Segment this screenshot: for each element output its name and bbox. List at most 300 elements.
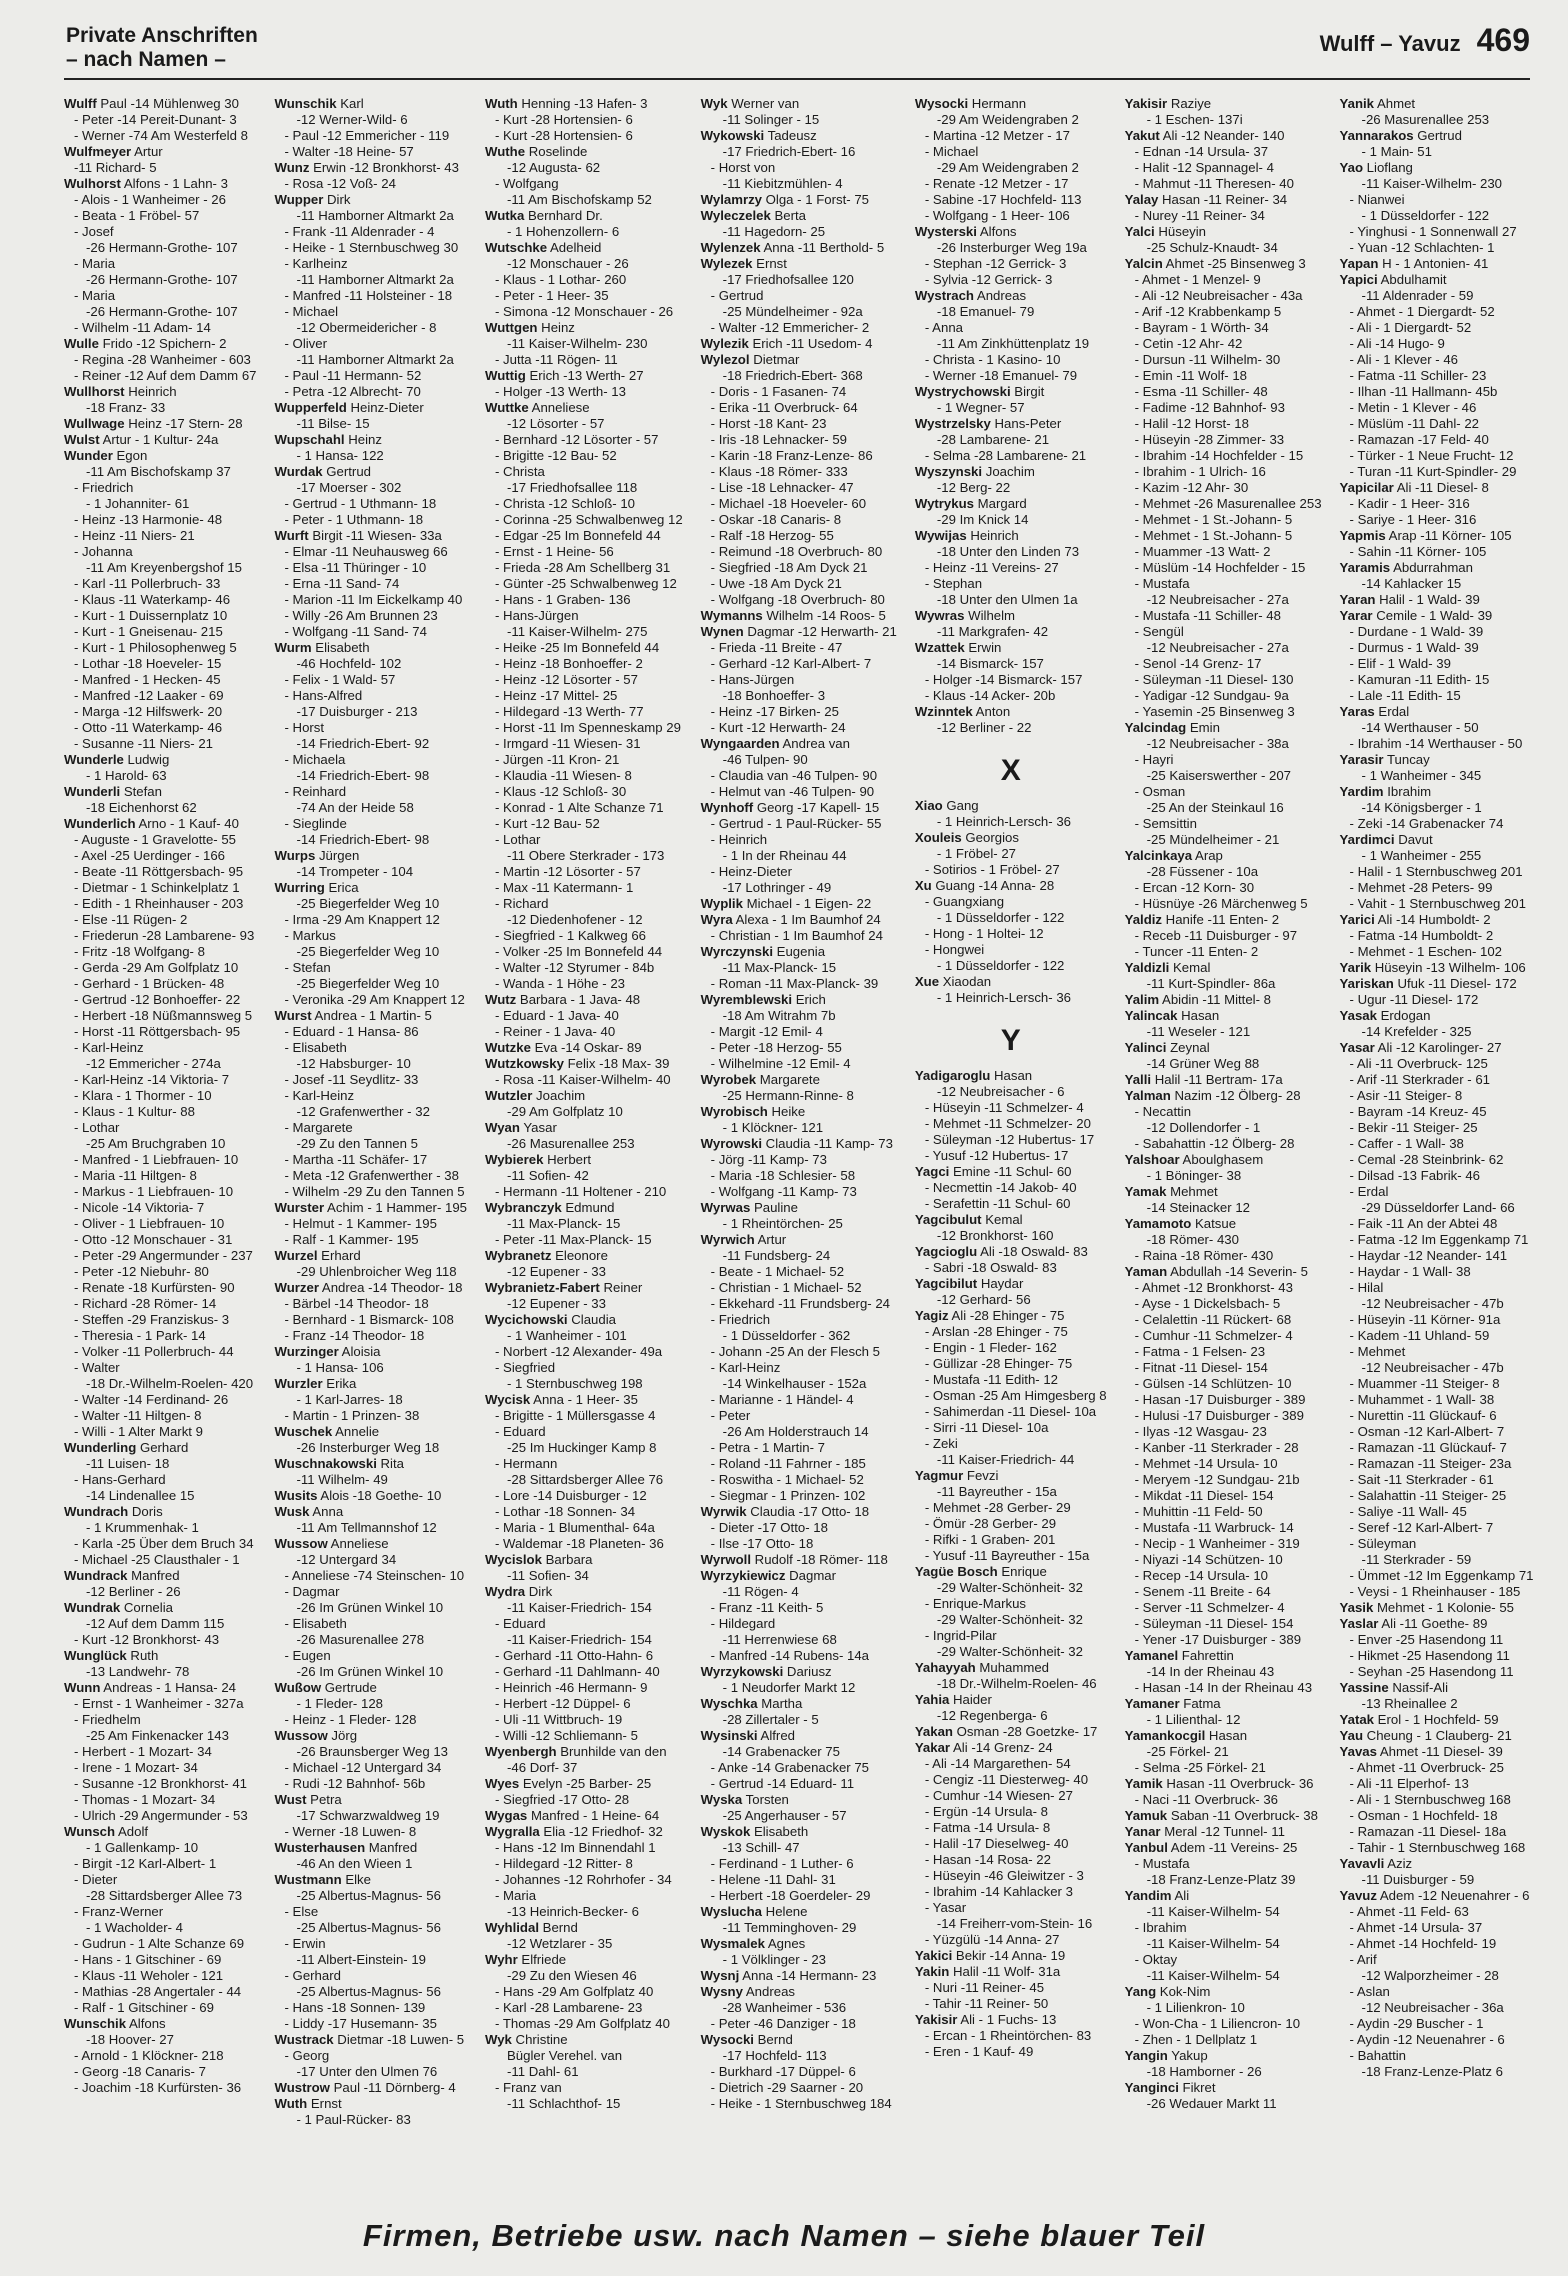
- directory-entry: [1125, 1984, 1322, 2000]
- directory-entry: - Eren - 1 Kauf- 49: [924, 2044, 1034, 2059]
- directory-entry: -29 Düsseldorfer Land- 66: [1361, 1200, 1515, 1215]
- directory-entry: - Cumhur -11 Schmelzer- 4: [1134, 1328, 1293, 1343]
- entry-detail: Saban -11 Overbruck- 38: [1167, 1808, 1318, 1823]
- entry-detail: Fikret: [1178, 2080, 1216, 2095]
- directory-entry: [1125, 1648, 1322, 1664]
- directory-entry: - Mathias -28 Angertaler - 44: [74, 1984, 242, 1999]
- directory-entry: [275, 1280, 468, 1296]
- entry-detail: Heinrich: [124, 384, 177, 399]
- surname: Wuth: [485, 96, 518, 111]
- directory-entry: - Reiner -12 Auf dem Damm 67: [74, 368, 257, 383]
- directory-entry: - Wilhelm -29 Zu den Tannen 5: [284, 1184, 465, 1199]
- directory-entry: -13 Schill- 47: [722, 1840, 800, 1855]
- directory-entry: - Kanber -11 Sterkrader - 28: [1134, 1440, 1299, 1455]
- directory-entry: - Klaudia -11 Wiesen- 8: [495, 768, 632, 783]
- directory-entry: - Brigitte -12 Bau- 52: [495, 448, 617, 463]
- directory-entry: - Vahit - 1 Sternbuschweg 201: [1349, 896, 1526, 911]
- directory-entry: - Klaus -14 Acker- 20b: [924, 688, 1056, 703]
- directory-entry: - Friedrich: [710, 1312, 771, 1327]
- surname: Yamanel: [1124, 1648, 1179, 1663]
- directory-entry: [64, 1824, 257, 1840]
- directory-entry: - Reimund -18 Overbruch- 80: [710, 544, 883, 559]
- directory-entry: - Maria -11 Hiltgen- 8: [74, 1168, 197, 1183]
- directory-entry: -12 Gerhard- 56: [936, 1292, 1031, 1307]
- directory-entry: - Veronika -29 Am Knappert 12: [284, 992, 465, 1007]
- directory-entry: -11 Kaiser-Wilhelm- 54: [1146, 1968, 1280, 1983]
- directory-entry: -12 Neubreisacher - 6: [936, 1084, 1065, 1099]
- entry-detail: Evelyn -25 Barber- 25: [519, 1776, 652, 1791]
- directory-entry: -25 An der Steinkaul 16: [1146, 800, 1284, 815]
- entry-detail: Aboulghasem: [1179, 1152, 1264, 1167]
- directory-entry: [701, 1504, 897, 1520]
- entry-detail: Lioflang: [1363, 160, 1413, 175]
- entry-detail: Erwin -12 Bronkhorst- 43: [309, 160, 459, 175]
- entry-detail: Joachim: [982, 464, 1035, 479]
- surname: Wywijas: [914, 528, 967, 543]
- surname: Wylezol: [700, 352, 750, 367]
- directory-entry: -12 Untergard 34: [296, 1552, 397, 1567]
- directory-entry: - 1 Wacholder- 4: [86, 1920, 183, 1935]
- surname: Yalcindag: [1124, 720, 1187, 735]
- directory-entry: - 1 Harold- 63: [86, 768, 167, 783]
- directory-entry: [1125, 1696, 1322, 1712]
- directory-entry: -17 Moerser - 302: [296, 480, 402, 495]
- directory-entry: [915, 224, 1107, 240]
- entry-detail: Bernd: [753, 2032, 793, 2047]
- surname: Wyrobek: [700, 1072, 757, 1087]
- directory-entry: -17 Lothringer - 49: [722, 880, 832, 895]
- directory-entry: - Peter -11 Max-Planck- 15: [495, 1232, 652, 1247]
- directory-entry: -11 Hamborner Altmarkt 2a: [296, 272, 454, 287]
- directory-entry: - Mehmet - 1 St.-Johann- 5: [1134, 528, 1293, 543]
- directory-entry: - Dieter: [74, 1872, 118, 1887]
- directory-entry: [701, 1936, 897, 1952]
- surname: Wusterhausen: [274, 1840, 366, 1855]
- directory-entry: - Cengiz -11 Diesterweg- 40: [924, 1772, 1089, 1787]
- directory-entry: - Auguste - 1 Gravelotte- 55: [74, 832, 236, 847]
- directory-entry: - Doris - 1 Fasanen- 74: [710, 384, 847, 399]
- directory-entry: - Server -11 Schmelzer- 4: [1134, 1600, 1285, 1615]
- entry-detail: Gertrud: [322, 464, 371, 479]
- directory-entry: [1340, 528, 1534, 544]
- directory-entry: [64, 144, 257, 160]
- surname: Yamuk: [1124, 1808, 1168, 1823]
- directory-entry: - Josef -11 Seydlitz- 33: [284, 1072, 419, 1087]
- directory-entry: - Otto -12 Monschauer - 31: [74, 1232, 233, 1247]
- surname: Wuth: [274, 2096, 308, 2111]
- directory-entry: -12 Obermeidericher - 8: [296, 320, 437, 335]
- directory-entry: - Georg: [284, 2048, 330, 2063]
- directory-entry: - Ralf - 1 Gitschiner - 69: [74, 2000, 214, 2015]
- surname: Wywras: [914, 608, 965, 623]
- entry-detail: Alois -18 Goethe- 10: [317, 1488, 442, 1503]
- directory-entry: - Karl-Heinz -14 Viktoria- 7: [74, 1072, 230, 1087]
- entry-detail: Fahrettin: [1178, 1648, 1234, 1663]
- directory-entry: -18 Franz-Lenze-Platz 6: [1361, 2064, 1504, 2079]
- directory-entry: [915, 1660, 1107, 1676]
- directory-entry: - Erdal: [1349, 1184, 1389, 1199]
- directory-entry: - Margarete: [284, 1120, 353, 1135]
- directory-entry: [1125, 1264, 1322, 1280]
- directory-entry: - Paul -12 Emmericher - 119: [284, 128, 450, 143]
- directory-entry: [1340, 1888, 1534, 1904]
- directory-entry: - Haydar - 1 Wall- 38: [1349, 1264, 1471, 1279]
- directory-entry: [701, 352, 897, 368]
- directory-entry: - Friedrich: [74, 480, 134, 495]
- directory-entry: [915, 1564, 1107, 1580]
- directory-entry: -14 Bismarck- 157: [936, 656, 1044, 671]
- surname: Wust: [274, 1792, 307, 1807]
- directory-entry: -29 Zu den Wiesen 46: [507, 1968, 637, 1983]
- directory-entry: - Ali - 1 Sternbuschweg 168: [1349, 1792, 1511, 1807]
- surname: Wysterski: [914, 224, 977, 239]
- directory-entry: - Volker -11 Pollerbruch- 44: [74, 1344, 234, 1359]
- directory-entry: - Hans-Jürgen: [495, 608, 579, 623]
- directory-entry: - Hasan -17 Duisburger - 389: [1134, 1392, 1306, 1407]
- directory-entry: - Mehmet -26 Masurenallee 253: [1134, 496, 1322, 511]
- surname: Yarar: [1339, 608, 1373, 623]
- entry-detail: Fatma: [1179, 1696, 1221, 1711]
- directory-entry: [275, 1344, 468, 1360]
- surname: Wurzer: [274, 1280, 319, 1295]
- directory-entry: - Metin - 1 Klever - 46: [1349, 400, 1477, 415]
- surname: Yalim: [1124, 992, 1160, 1007]
- directory-entry: - Hildegard -12 Ritter- 8: [495, 1856, 633, 1871]
- entry-detail: Hasan: [990, 1068, 1033, 1083]
- entry-detail: Halil - 1 Wald- 39: [1375, 592, 1480, 607]
- directory-entry: - Sylvia -12 Gerrick- 3: [924, 272, 1053, 287]
- directory-entry: -29 Am Golfplatz 10: [507, 1104, 623, 1119]
- directory-entry: -14 Friedrich-Ebert- 98: [296, 768, 430, 783]
- surname: Yardim: [1339, 784, 1384, 799]
- entry-detail: Dariusz: [783, 1664, 832, 1679]
- directory-entry: - Bahattin: [1349, 2048, 1406, 2063]
- surname: Yalci: [1124, 224, 1155, 239]
- directory-entry: -11 Kaiser-Wilhelm- 230: [1361, 176, 1503, 191]
- directory-entry: -14 In der Rheinau 43: [1146, 1664, 1275, 1679]
- directory-entry: [275, 400, 468, 416]
- entry-detail: Andreas: [973, 288, 1027, 303]
- directory-entry: - Hüseyin -46 Gleiwitzer - 3: [924, 1868, 1084, 1883]
- surname: Wycislok: [485, 1552, 542, 1567]
- directory-entry: [1125, 224, 1322, 240]
- surname: Wustrow: [274, 2080, 330, 2095]
- surname: Wyslucha: [700, 1904, 762, 1919]
- directory-entry: - Klaus - 1 Kultur- 88: [74, 1104, 195, 1119]
- directory-entry: [485, 1552, 683, 1568]
- directory-column: [701, 96, 897, 2128]
- surname: Yasak: [1339, 1008, 1377, 1023]
- directory-entry: - Jürgen -11 Kron- 21: [495, 752, 620, 767]
- directory-entry: - Christa - 1 Kasino- 10: [924, 352, 1061, 367]
- surname: Yaldizli: [1124, 960, 1170, 975]
- directory-entry: [915, 878, 1107, 894]
- directory-entry: [915, 1164, 1107, 1180]
- directory-entry: -25 Albertus-Magnus- 56: [296, 1920, 441, 1935]
- directory-entry: -11 Am Bischofskamp 52: [507, 192, 652, 207]
- directory-entry: - Ali - 1 Klever - 46: [1349, 352, 1459, 367]
- directory-entry: - Seref -12 Karl-Albert- 7: [1349, 1520, 1494, 1535]
- directory-entry: - Thomas -29 Am Golfplatz 40: [495, 2016, 670, 2031]
- directory-entry: - Klaus - 1 Lothar- 260: [495, 272, 627, 287]
- directory-entry: -18 Dr.-Wilhelm-Roelen- 46: [936, 1676, 1097, 1691]
- directory-entry: -12 Habsburger- 10: [296, 1056, 411, 1071]
- directory-entry: - Gudrun - 1 Alte Schanze 69: [74, 1936, 245, 1951]
- directory-entry: - Helmut - 1 Kammer- 195: [284, 1216, 437, 1231]
- directory-entry: - Rifki - 1 Graben- 201: [924, 1532, 1056, 1547]
- surname: Wysinski: [700, 1728, 758, 1743]
- directory-entry: - Caffer - 1 Wall- 38: [1349, 1136, 1464, 1151]
- entry-detail: Muhammed: [975, 1660, 1050, 1675]
- directory-entry: [1125, 960, 1322, 976]
- directory-entry: [485, 208, 683, 224]
- entry-detail: Erdogan: [1376, 1008, 1431, 1023]
- directory-entry: - Alois - 1 Wanheimer - 26: [74, 192, 226, 207]
- directory-entry: - Hüseyin -11 Körner- 91a: [1349, 1312, 1501, 1327]
- directory-entry: [701, 624, 897, 640]
- entry-detail: Anna -11 Berthold- 5: [760, 240, 885, 255]
- directory-entry: [701, 1968, 897, 1984]
- directory-entry: -25 Biegerfelder Weg 10: [296, 976, 440, 991]
- entry-detail: Heinz: [537, 320, 575, 335]
- directory-entry: - Mustafa -11 Edith- 12: [924, 1372, 1059, 1387]
- directory-entry: [485, 1280, 683, 1296]
- directory-entry: [64, 416, 257, 432]
- directory-entry: -11 Albert-Einstein- 19: [296, 1952, 426, 1967]
- entry-detail: Georg -17 Kapell- 15: [753, 800, 880, 815]
- directory-entry: - Corinna -25 Schwalbenweg 12: [495, 512, 683, 527]
- surname: Wunschik: [274, 96, 337, 111]
- directory-entry: - Hüseyin -11 Schmelzer- 4: [924, 1100, 1084, 1115]
- entry-detail: Aloisia: [338, 1344, 381, 1359]
- directory-entry: [485, 1824, 683, 1840]
- directory-entry: - Heike - 1 Sternbuschweg 30: [284, 240, 459, 255]
- directory-entry: [485, 1040, 683, 1056]
- entry-detail: Heinz: [344, 432, 382, 447]
- directory-entry: [1125, 1008, 1322, 1024]
- directory-entry: - 1 Wegner- 57: [936, 400, 1025, 415]
- surname: Wurst: [274, 1008, 312, 1023]
- directory-entry: - Ingrid-Pilar: [924, 1628, 997, 1643]
- entry-detail: Erdal: [1374, 704, 1410, 719]
- entry-detail: Heinz-Dieter: [346, 400, 424, 415]
- directory-entry: - Edith - 1 Rheinhauser - 203: [74, 896, 244, 911]
- directory-entry: - Karl-Heinz: [710, 1360, 781, 1375]
- directory-entry: - Kurt -12 Bau- 52: [495, 816, 600, 831]
- directory-entry: [915, 830, 1107, 846]
- directory-entry: - Klaus -11 Waterkamp- 46: [74, 592, 231, 607]
- directory-entry: - Gertrud - 1 Uthmann- 18: [284, 496, 437, 511]
- surname: Wyremblewski: [700, 992, 793, 1007]
- directory-entry: - Frieda -11 Breite - 47: [710, 640, 843, 655]
- directory-entry: - Seyhan -25 Hasendong 11: [1349, 1664, 1514, 1679]
- directory-entry: [485, 1200, 683, 1216]
- directory-entry: - Claudia van -46 Tulpen- 90: [710, 768, 878, 783]
- directory-entry: [915, 1468, 1107, 1484]
- directory-entry: - Friederun -28 Lambarene- 93: [74, 928, 255, 943]
- surname: Wupperfeld: [274, 400, 347, 415]
- directory-entry: [1340, 1856, 1534, 1872]
- entry-detail: Ibrahim: [1383, 784, 1432, 799]
- directory-entry: [275, 432, 468, 448]
- directory-entry: - Karin -18 Franz-Lenze- 86: [710, 448, 873, 463]
- directory-entry: - 1 Wanheimer - 255: [1361, 848, 1482, 863]
- directory-entry: - Horst -11 Röttgersbach- 95: [74, 1024, 241, 1039]
- directory-entry: - Arif -11 Sterkrader - 61: [1349, 1072, 1491, 1087]
- directory-entry: [701, 128, 897, 144]
- entry-detail: Hermann: [968, 96, 1027, 111]
- directory-entry: - Gerhard - 1 Brücken- 48: [74, 976, 225, 991]
- entry-detail: Elisabeth: [750, 1824, 809, 1839]
- directory-entry: - Enrique-Markus: [924, 1596, 1026, 1611]
- surname: Wybranetz: [485, 1248, 552, 1263]
- directory-entry: - Christian - 1 Im Baumhof 24: [710, 928, 883, 943]
- directory-entry: - Joachim -18 Kurfürsten- 36: [74, 2080, 242, 2095]
- directory-entry: - Walter -18 Heine- 57: [284, 144, 414, 159]
- surname: Wulle: [64, 336, 99, 351]
- directory-entry: - Wilhelmine -12 Emil- 4: [710, 1056, 851, 1071]
- surname: Wutzke: [485, 1040, 531, 1055]
- surname: Yakici: [914, 1948, 953, 1963]
- directory-entry: [1340, 560, 1534, 576]
- entry-detail: Jürgen: [315, 848, 360, 863]
- directory-entry: [485, 1776, 683, 1792]
- directory-entry: [701, 1552, 897, 1568]
- surname: Wydra: [485, 1584, 526, 1599]
- name-range: Wulff – Yavuz: [1319, 31, 1461, 56]
- directory-entry: [64, 96, 257, 112]
- directory-entry: [64, 1568, 257, 1584]
- directory-entry: - Lothar: [74, 1120, 120, 1135]
- entry-detail: Martha: [757, 1696, 803, 1711]
- directory-entry: - Franz-Werner: [74, 1904, 164, 1919]
- directory-entry: - 1 Hansa- 122: [296, 448, 384, 463]
- directory-entry: - Arif: [1349, 1952, 1377, 1967]
- directory-entry: -11 Weseler - 121: [1146, 1024, 1251, 1039]
- surname: Yaran: [1339, 592, 1376, 607]
- entry-detail: Elia -12 Friedhof- 32: [539, 1824, 663, 1839]
- directory-entry: - Fatma - 1 Felsen- 23: [1134, 1344, 1266, 1359]
- directory-entry: - Faik -11 An der Abtei 48: [1349, 1216, 1498, 1231]
- directory-entry: [485, 1088, 683, 1104]
- entry-detail: Ernst: [752, 256, 787, 271]
- directory-entry: -12 Augusta- 62: [507, 160, 601, 175]
- directory-entry: - Meta -12 Grafenwerther - 38: [284, 1168, 459, 1183]
- directory-entry: - Sahin -11 Körner- 105: [1349, 544, 1487, 559]
- directory-entry: - Peter -14 Pereit-Dunant- 3: [74, 112, 237, 127]
- entry-detail: Ahmet -11 Diesel- 39: [1376, 1744, 1503, 1759]
- entry-detail: Erhard: [317, 1248, 361, 1263]
- directory-entry: - Wolfgang - 1 Heer- 106: [924, 208, 1070, 223]
- directory-entry: - Christian - 1 Michael- 52: [710, 1280, 862, 1295]
- directory-entry: - Richard: [495, 896, 549, 911]
- directory-entry: -18 Emanuel- 79: [936, 304, 1035, 319]
- surname: Wutz: [485, 992, 517, 1007]
- directory-entry: [701, 1072, 897, 1088]
- surname: Yang: [1124, 1984, 1157, 1999]
- entry-detail: Anneliese: [327, 1536, 389, 1551]
- directory-entry: - Durmus - 1 Wald- 39: [1349, 640, 1479, 655]
- directory-entry: - 1 Paul-Rücker- 83: [296, 2112, 411, 2127]
- surname: Wurzel: [274, 1248, 318, 1263]
- directory-entry: - Friedhelm: [74, 1712, 141, 1727]
- directory-entry: - 1 Johanniter- 61: [86, 496, 190, 511]
- directory-entry: - Hans -29 Am Golfplatz 40: [495, 1984, 654, 1999]
- directory-entry: -26 Insterburger Weg 19a: [936, 240, 1087, 255]
- directory-entry: - Michael -18 Hoeveler- 60: [710, 496, 867, 511]
- directory-entry: - Fadime -12 Bahnhof- 93: [1134, 400, 1285, 415]
- surname: Yanginci: [1124, 2080, 1179, 2095]
- entry-detail: Adolf: [115, 1824, 149, 1839]
- entry-detail: Claudia -17 Otto- 18: [746, 1504, 870, 1519]
- directory-entry: - Walter -12 Emmericher- 2: [710, 320, 870, 335]
- surname: Yapici: [1339, 272, 1378, 287]
- directory-entry: - Karl -28 Lambarene- 23: [495, 2000, 643, 2015]
- directory-entry: -25 Hermann-Rinne- 8: [722, 1088, 854, 1103]
- directory-entry: - Yinghusi - 1 Sonnenwall 27: [1349, 224, 1517, 239]
- directory-entry: - Markus - 1 Liebfrauen- 10: [74, 1184, 234, 1199]
- directory-entry: - Mehmet -28 Peters- 99: [1349, 880, 1493, 895]
- directory-entry: - Elisabeth: [284, 1040, 347, 1055]
- directory-entry: - Irene - 1 Mozart- 34: [74, 1760, 198, 1775]
- directory-entry: - Bernhard - 1 Bismarck- 108: [284, 1312, 454, 1327]
- directory-entry: [1125, 848, 1322, 864]
- entry-detail: Alfred: [757, 1728, 795, 1743]
- directory-entry: - Markus: [284, 928, 336, 943]
- directory-entry: [1340, 832, 1534, 848]
- surname: Wunz: [274, 160, 310, 175]
- entry-detail: Pauline: [750, 1200, 798, 1215]
- surname: Yao: [1339, 160, 1364, 175]
- directory-entry: [701, 800, 897, 816]
- directory-entry: [701, 192, 897, 208]
- entry-detail: Claudia: [567, 1312, 616, 1327]
- surname: Wyrwoll: [700, 1552, 751, 1567]
- directory-entry: -12 Neubreisacher - 36a: [1361, 2000, 1504, 2015]
- directory-entry: -11 Richard- 5: [74, 160, 157, 175]
- surname: Yaramis: [1339, 560, 1391, 575]
- entry-detail: Anna: [309, 1504, 344, 1519]
- directory-entry: [485, 1248, 683, 1264]
- surname: Yalli: [1124, 1072, 1152, 1087]
- surname: Yannarakos: [1339, 128, 1414, 143]
- directory-entry: - 1 Böninger- 38: [1146, 1168, 1242, 1183]
- directory-entry: - Hong - 1 Holtei- 12: [924, 926, 1044, 941]
- entry-detail: Dirk: [525, 1584, 553, 1599]
- directory-entry: - Haydar -12 Neander- 141: [1349, 1248, 1508, 1263]
- directory-entry: [915, 974, 1107, 990]
- surname: Wuthe: [485, 144, 526, 159]
- entry-detail: Margarete: [756, 1072, 820, 1087]
- directory-entry: -13 Rheinallee 2: [1361, 1696, 1458, 1711]
- entry-detail: Barbara - 1 Java- 48: [516, 992, 641, 1007]
- entry-detail: Andrea van: [779, 736, 850, 751]
- surname: Wyschka: [700, 1696, 758, 1711]
- directory-entry: - Siegfried: [495, 1360, 556, 1375]
- directory-entry: -18 Friedrich-Ebert- 368: [722, 368, 863, 383]
- directory-entry: -12 Eupener - 33: [507, 1264, 606, 1279]
- surname: Wurft: [274, 528, 309, 543]
- directory-entry: - Rudi -12 Bahnhof- 56b: [284, 1776, 426, 1791]
- directory-entry: -11 Solinger - 15: [722, 112, 820, 127]
- directory-entry: - Simona -12 Monschauer - 26: [495, 304, 674, 319]
- directory-entry: [1340, 272, 1534, 288]
- directory-entry: - Klara - 1 Thormer - 10: [74, 1088, 212, 1103]
- directory-entry: - Güllizar -28 Ehinger- 75: [924, 1356, 1073, 1371]
- directory-entry: - Ernst - 1 Heine- 56: [495, 544, 614, 559]
- surname: Yakar: [914, 1740, 951, 1755]
- entry-detail: Guang -14 Anna- 28: [931, 878, 1055, 893]
